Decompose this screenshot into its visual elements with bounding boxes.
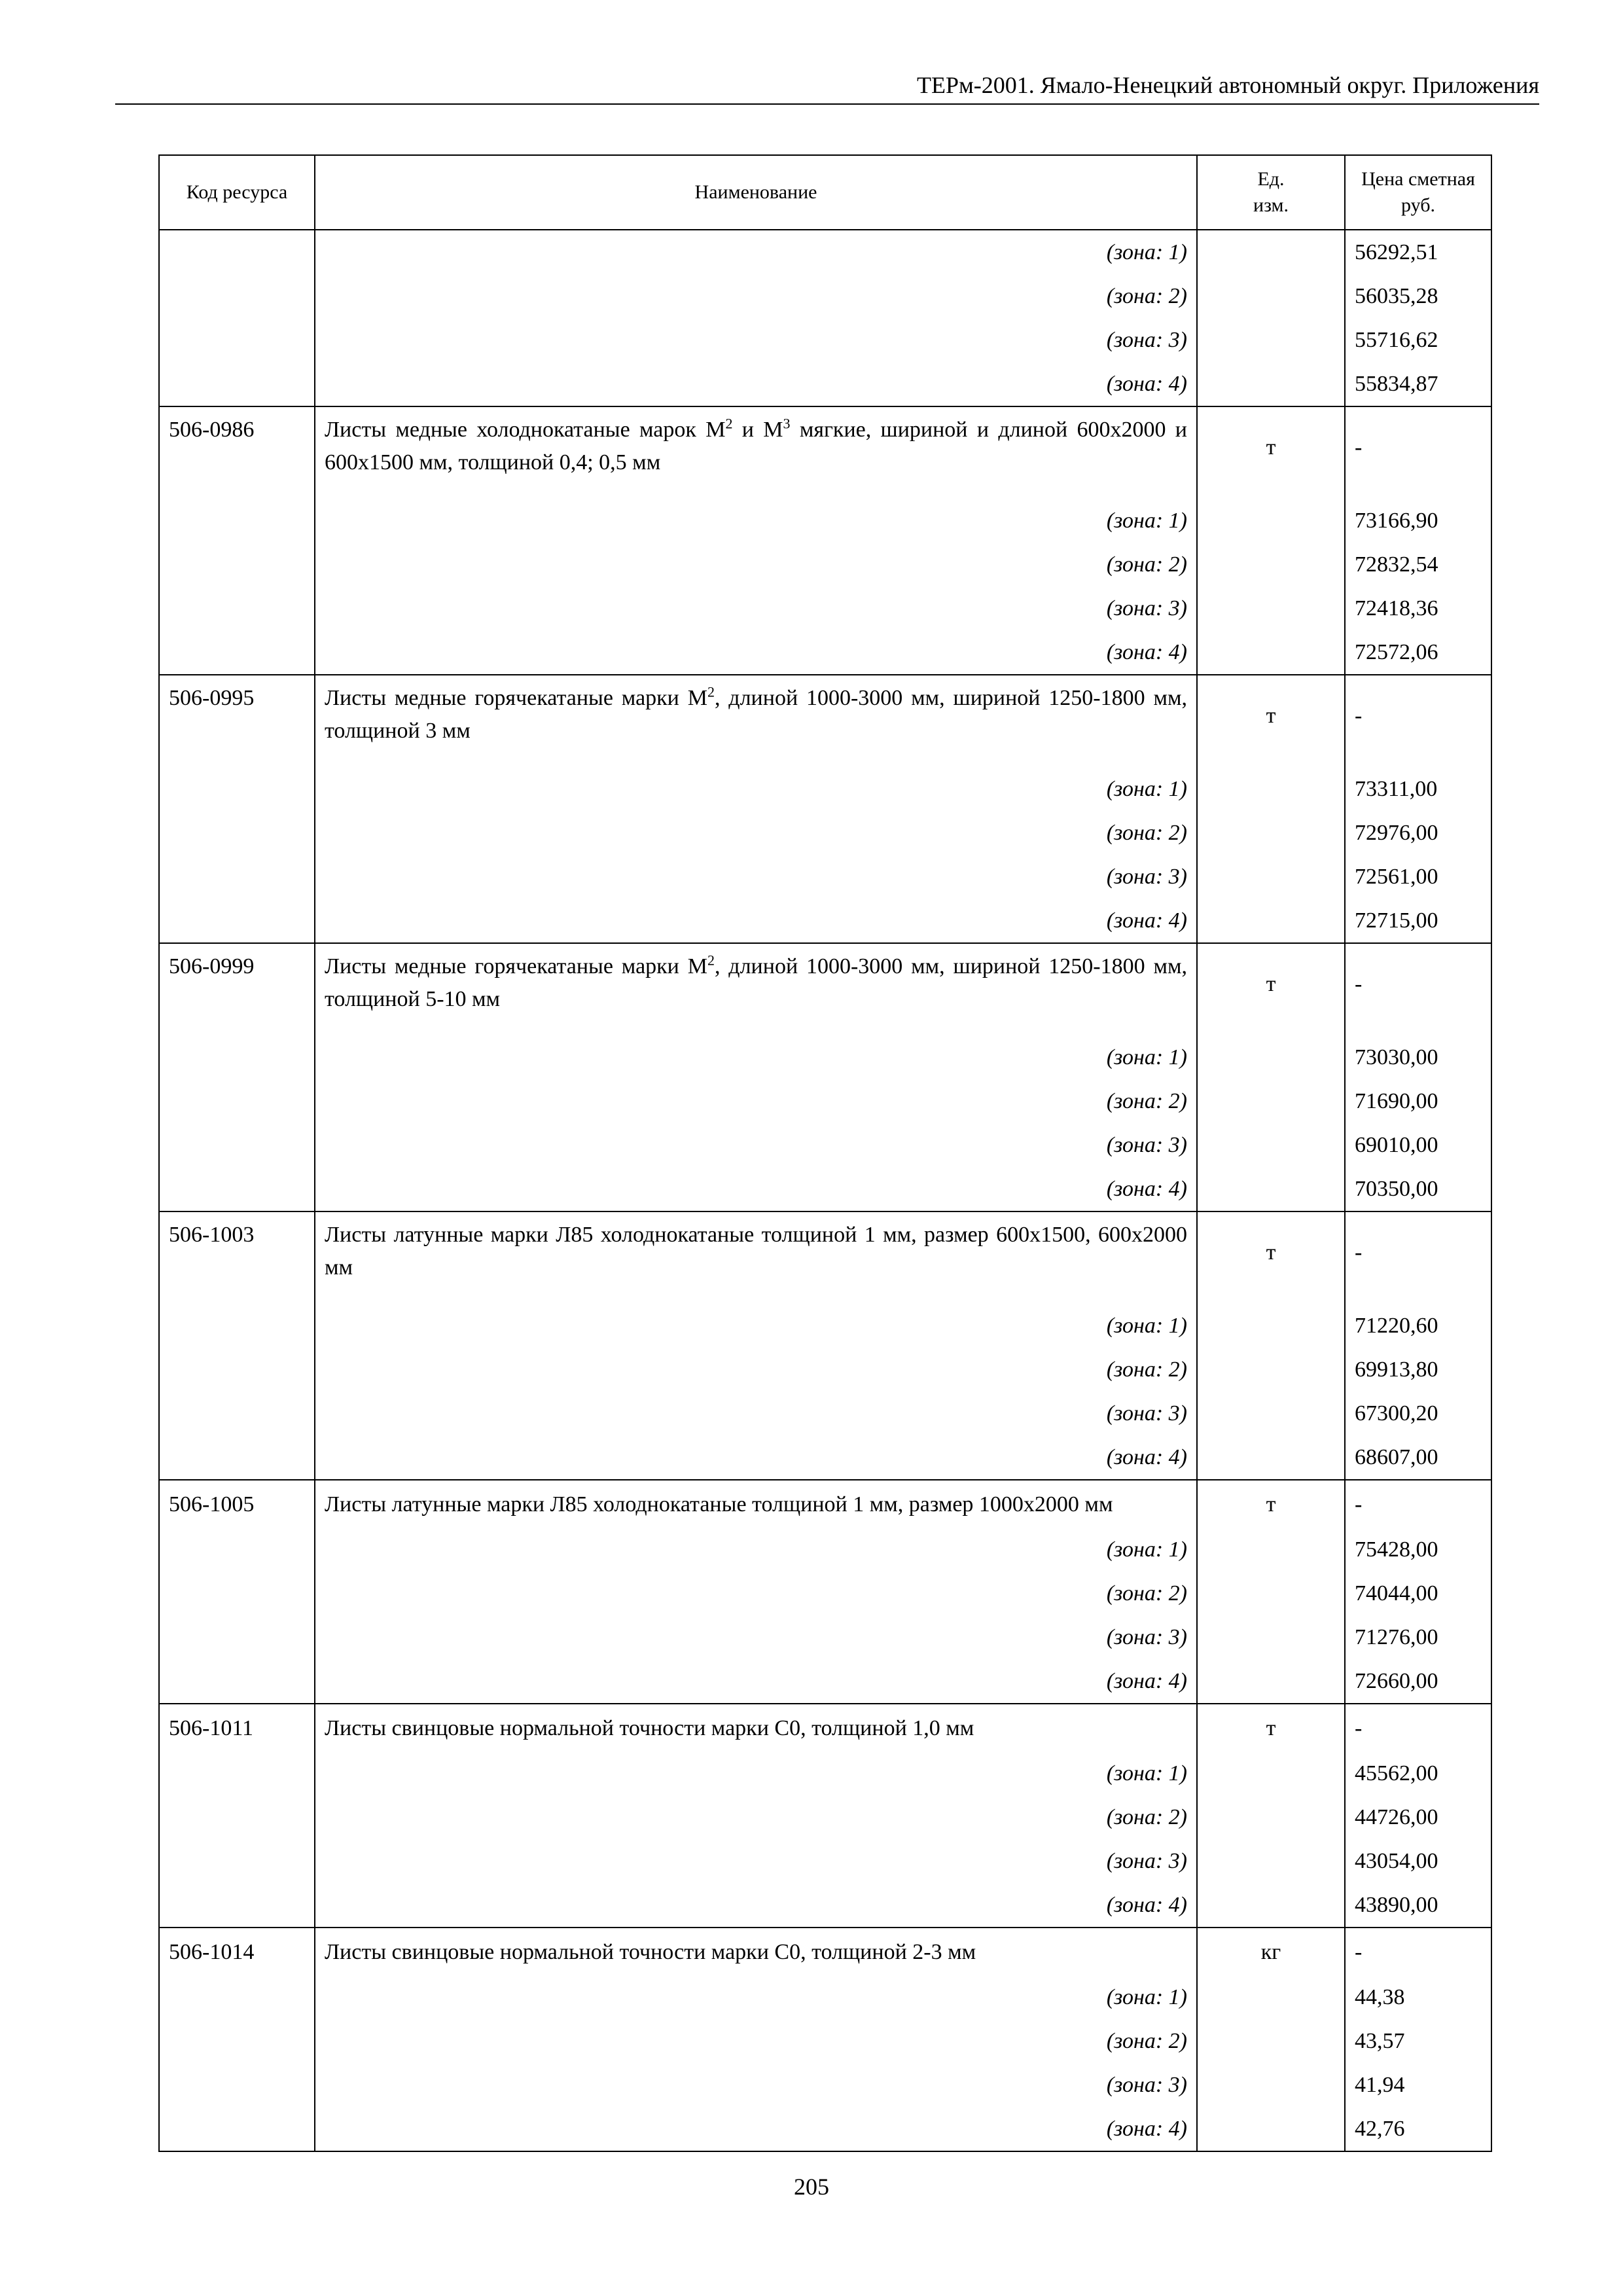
zone-unit-cell [1197, 630, 1345, 675]
column-header-code: Код ресурса [159, 155, 315, 230]
resource-name-part: Листы латунные марки Л85 холоднокатаные толщиной 1 мм, размер 1000х2000 мм [325, 1492, 1113, 1516]
resource-name-superscript: 2 [707, 952, 715, 969]
zone-label: (зона: 3) [315, 586, 1197, 630]
zone-unit-cell [1197, 274, 1345, 318]
zone-code-cell [159, 1348, 315, 1391]
zone-label: (зона: 2) [315, 543, 1197, 586]
zone-price: 67300,20 [1345, 1391, 1491, 1435]
resource-code: 506-1011 [159, 1704, 315, 1751]
column-header-price-line2: руб. [1401, 194, 1435, 216]
resource-name-part: Листы медные горячекатаные марки М [325, 686, 707, 710]
table-header-row [159, 155, 1491, 230]
zone-row [159, 899, 1491, 943]
zone-price: 74044,00 [1345, 1571, 1491, 1615]
resource-unit: кг [1197, 1928, 1345, 1975]
zone-unit-cell [1197, 1079, 1345, 1123]
resource-title-row [159, 675, 1491, 767]
resource-name [315, 1704, 1197, 1751]
continuation-zone-row [159, 274, 1491, 318]
resource-name [315, 1211, 1197, 1304]
zone-label: (зона: 1) [315, 1304, 1197, 1348]
zone-price: 75428,00 [1345, 1528, 1491, 1571]
zone-row [159, 2063, 1491, 2107]
zone-unit-cell [1197, 1839, 1345, 1883]
zone-label: (зона: 1) [315, 1751, 1197, 1795]
zone-unit-cell [1197, 1035, 1345, 1079]
resource-name-part: Листы медные холоднокатаные марок М [325, 418, 726, 442]
zone-row [159, 2107, 1491, 2151]
zone-row [159, 1975, 1491, 2019]
resource-name [315, 943, 1197, 1035]
zone-row [159, 1528, 1491, 1571]
zone-price: 55716,62 [1345, 318, 1491, 362]
zone-price: 69913,80 [1345, 1348, 1491, 1391]
resource-name-part: мягкие, шириной и длиной 600х2000 и 600х1500 мм, толщиной 0,4; 0,5 мм [325, 418, 1187, 475]
zone-code-cell [159, 767, 315, 811]
zone-code-cell [159, 1079, 315, 1123]
resource-price: - [1345, 1480, 1491, 1528]
zone-row [159, 1751, 1491, 1795]
price-table [158, 154, 1492, 2152]
zone-row [159, 1079, 1491, 1123]
zone-unit-cell [1197, 811, 1345, 855]
zone-unit-cell [1197, 2107, 1345, 2151]
zone-code-cell [159, 1304, 315, 1348]
zone-code-cell [159, 630, 315, 675]
zone-price: 44726,00 [1345, 1795, 1491, 1839]
zone-price: 42,76 [1345, 2107, 1491, 2151]
continuation-zone-row [159, 230, 1491, 274]
resource-code: 506-0999 [159, 943, 315, 1035]
zone-code-cell [159, 1795, 315, 1839]
zone-label: (зона: 4) [315, 1167, 1197, 1211]
zone-row [159, 1348, 1491, 1391]
page-number: 205 [794, 2174, 829, 2200]
zone-label: (зона: 3) [315, 1391, 1197, 1435]
zone-code-cell [159, 318, 315, 362]
zone-code-cell [159, 1123, 315, 1167]
zone-label: (зона: 1) [315, 1528, 1197, 1571]
zone-label: (зона: 2) [315, 1079, 1197, 1123]
zone-unit-cell [1197, 1391, 1345, 1435]
continuation-zone-row [159, 318, 1491, 362]
zone-code-cell [159, 1571, 315, 1615]
zone-row [159, 1795, 1491, 1839]
zone-label: (зона: 3) [315, 1615, 1197, 1659]
resource-price: - [1345, 1928, 1491, 1975]
resource-name [315, 406, 1197, 499]
zone-price: 41,94 [1345, 2063, 1491, 2107]
zone-unit-cell [1197, 499, 1345, 543]
resource-name-part: Листы латунные марки Л85 холоднокатаные толщиной 1 мм, размер 600х1500, 600х2000 мм [325, 1223, 1187, 1280]
zone-label: (зона: 4) [315, 1883, 1197, 1928]
zone-code-cell [159, 1435, 315, 1480]
zone-price: 71276,00 [1345, 1615, 1491, 1659]
resource-title-row [159, 943, 1491, 1035]
resource-code: 506-1005 [159, 1480, 315, 1528]
zone-price: 43054,00 [1345, 1839, 1491, 1883]
resource-title-row [159, 406, 1491, 499]
zone-code-cell [159, 2019, 315, 2063]
resource-price: - [1345, 943, 1491, 1035]
zone-unit-cell [1197, 1123, 1345, 1167]
resource-price: - [1345, 675, 1491, 767]
zone-unit-cell [1197, 586, 1345, 630]
column-header-name: Наименование [315, 155, 1197, 230]
zone-code-cell [159, 274, 315, 318]
zone-row [159, 1391, 1491, 1435]
zone-code-cell [159, 499, 315, 543]
zone-code-cell [159, 1391, 315, 1435]
zone-code-cell [159, 811, 315, 855]
zone-price: 71220,60 [1345, 1304, 1491, 1348]
resource-title-row [159, 1211, 1491, 1304]
resource-price: - [1345, 406, 1491, 499]
zone-price: 73311,00 [1345, 767, 1491, 811]
zone-row [159, 767, 1491, 811]
continuation-zone-row [159, 362, 1491, 406]
resource-name [315, 1480, 1197, 1528]
zone-price: 71690,00 [1345, 1079, 1491, 1123]
column-header-unit [1197, 155, 1345, 230]
zone-unit-cell [1197, 1883, 1345, 1928]
resource-name-superscript: 2 [725, 415, 733, 432]
zone-price: 72976,00 [1345, 811, 1491, 855]
zone-code-cell [159, 1751, 315, 1795]
zone-unit-cell [1197, 1528, 1345, 1571]
zone-label: (зона: 3) [315, 1839, 1197, 1883]
zone-unit-cell [1197, 855, 1345, 899]
zone-unit-cell [1197, 767, 1345, 811]
column-header-price-line1: Цена сметная [1361, 168, 1475, 190]
zone-row [159, 1435, 1491, 1480]
zone-label: (зона: 2) [315, 811, 1197, 855]
zone-unit-cell [1197, 2063, 1345, 2107]
zone-code-cell [159, 1615, 315, 1659]
zone-row [159, 1035, 1491, 1079]
resource-unit: т [1197, 406, 1345, 499]
zone-row [159, 855, 1491, 899]
resource-code: 506-1003 [159, 1211, 315, 1304]
zone-row [159, 586, 1491, 630]
zone-price: 44,38 [1345, 1975, 1491, 2019]
zone-label: (зона: 3) [315, 1123, 1197, 1167]
zone-code-cell [159, 586, 315, 630]
zone-price: 45562,00 [1345, 1751, 1491, 1795]
zone-unit-cell [1197, 1348, 1345, 1391]
column-header-unit-line1: Ед. [1257, 168, 1285, 190]
zone-label: (зона: 4) [315, 1659, 1197, 1704]
zone-unit-cell [1197, 1795, 1345, 1839]
zone-price: 56292,51 [1345, 230, 1491, 274]
zone-label: (зона: 2) [315, 1571, 1197, 1615]
zone-price: 43,57 [1345, 2019, 1491, 2063]
table-body [159, 230, 1491, 2151]
zone-unit-cell [1197, 1167, 1345, 1211]
zone-unit-cell [1197, 899, 1345, 943]
zone-row [159, 2019, 1491, 2063]
zone-code-cell [159, 1659, 315, 1704]
zone-label: (зона: 2) [315, 2019, 1197, 2063]
zone-unit-cell [1197, 543, 1345, 586]
zone-label: (зона: 4) [315, 1435, 1197, 1480]
zone-label: (зона: 4) [315, 630, 1197, 675]
zone-code-cell [159, 230, 315, 274]
zone-price: 69010,00 [1345, 1123, 1491, 1167]
zone-row [159, 499, 1491, 543]
resource-unit: т [1197, 675, 1345, 767]
zone-price: 72418,36 [1345, 586, 1491, 630]
zone-price: 70350,00 [1345, 1167, 1491, 1211]
zone-label: (зона: 3) [315, 855, 1197, 899]
zone-label: (зона: 2) [315, 1795, 1197, 1839]
resource-code: 506-1014 [159, 1928, 315, 1975]
zone-unit-cell [1197, 230, 1345, 274]
zone-code-cell [159, 1975, 315, 2019]
zone-row [159, 543, 1491, 586]
resource-name-superscript: 2 [707, 683, 715, 700]
zone-code-cell [159, 362, 315, 406]
zone-row [159, 1304, 1491, 1348]
zone-code-cell [159, 1167, 315, 1211]
zone-price: 72715,00 [1345, 899, 1491, 943]
zone-label: (зона: 2) [315, 274, 1197, 318]
zone-unit-cell [1197, 1304, 1345, 1348]
zone-label: (зона: 4) [315, 2107, 1197, 2151]
zone-label: (зона: 1) [315, 1035, 1197, 1079]
resource-name [315, 675, 1197, 767]
resource-code: 506-0995 [159, 675, 315, 767]
zone-row [159, 1571, 1491, 1615]
zone-code-cell [159, 899, 315, 943]
zone-unit-cell [1197, 1435, 1345, 1480]
resource-name [315, 1928, 1197, 1975]
resource-name-part: Листы медные горячекатаные марки М [325, 954, 707, 978]
zone-row [159, 1167, 1491, 1211]
zone-code-cell [159, 1883, 315, 1928]
zone-code-cell [159, 1839, 315, 1883]
zone-row [159, 1615, 1491, 1659]
zone-label: (зона: 1) [315, 1975, 1197, 2019]
zone-price: 72572,06 [1345, 630, 1491, 675]
zone-label: (зона: 2) [315, 1348, 1197, 1391]
resource-title-row [159, 1704, 1491, 1751]
zone-code-cell [159, 2107, 315, 2151]
zone-row [159, 1883, 1491, 1928]
zone-unit-cell [1197, 362, 1345, 406]
zone-unit-cell [1197, 1975, 1345, 2019]
zone-price: 72561,00 [1345, 855, 1491, 899]
header-rule [115, 103, 1539, 105]
zone-row [159, 1839, 1491, 1883]
zone-unit-cell [1197, 1615, 1345, 1659]
zone-price: 55834,87 [1345, 362, 1491, 406]
resource-price: - [1345, 1704, 1491, 1751]
zone-unit-cell [1197, 1571, 1345, 1615]
zone-row [159, 630, 1491, 675]
resource-title-row [159, 1480, 1491, 1528]
zone-price: 43890,00 [1345, 1883, 1491, 1928]
zone-label: (зона: 1) [315, 499, 1197, 543]
zone-label: (зона: 3) [315, 318, 1197, 362]
page-header-title: ТЕРм-2001. Ямало-Ненецкий автономный округ. Приложения [916, 72, 1539, 98]
resource-name-part: Листы свинцовые нормальной точности марки С0, толщиной 1,0 мм [325, 1716, 974, 1740]
zone-code-cell [159, 1528, 315, 1571]
column-header-price [1345, 155, 1491, 230]
resource-code: 506-0986 [159, 406, 315, 499]
zone-row [159, 811, 1491, 855]
resource-name-part: , длиной 1000-3000 мм, шириной 1250-1800 мм, толщиной 5-10 мм [325, 954, 1187, 1011]
resource-name-part: и М [732, 418, 783, 442]
resource-unit: т [1197, 1211, 1345, 1304]
zone-code-cell [159, 543, 315, 586]
zone-unit-cell [1197, 1751, 1345, 1795]
zone-label: (зона: 3) [315, 2063, 1197, 2107]
zone-label: (зона: 1) [315, 767, 1197, 811]
resource-unit: т [1197, 1480, 1345, 1528]
zone-unit-cell [1197, 1659, 1345, 1704]
resource-title-row [159, 1928, 1491, 1975]
zone-unit-cell [1197, 2019, 1345, 2063]
zone-label: (зона: 4) [315, 899, 1197, 943]
zone-row [159, 1123, 1491, 1167]
zone-code-cell [159, 855, 315, 899]
resource-unit: т [1197, 943, 1345, 1035]
zone-label: (зона: 4) [315, 362, 1197, 406]
zone-code-cell [159, 2063, 315, 2107]
zone-price: 68607,00 [1345, 1435, 1491, 1480]
zone-price: 73166,90 [1345, 499, 1491, 543]
resource-price: - [1345, 1211, 1491, 1304]
zone-label: (зона: 1) [315, 230, 1197, 274]
zone-price: 73030,00 [1345, 1035, 1491, 1079]
resource-name-superscript: 3 [783, 415, 791, 432]
resource-unit: т [1197, 1704, 1345, 1751]
zone-code-cell [159, 1035, 315, 1079]
resource-name-part: , длиной 1000-3000 мм, шириной 1250-1800 мм, толщиной 3 мм [325, 686, 1187, 743]
zone-unit-cell [1197, 318, 1345, 362]
zone-price: 72660,00 [1345, 1659, 1491, 1704]
zone-price: 72832,54 [1345, 543, 1491, 586]
zone-row [159, 1659, 1491, 1704]
zone-price: 56035,28 [1345, 274, 1491, 318]
resource-name-part: Листы свинцовые нормальной точности марки С0, толщиной 2-3 мм [325, 1940, 976, 1964]
column-header-unit-line2: изм. [1253, 194, 1289, 216]
